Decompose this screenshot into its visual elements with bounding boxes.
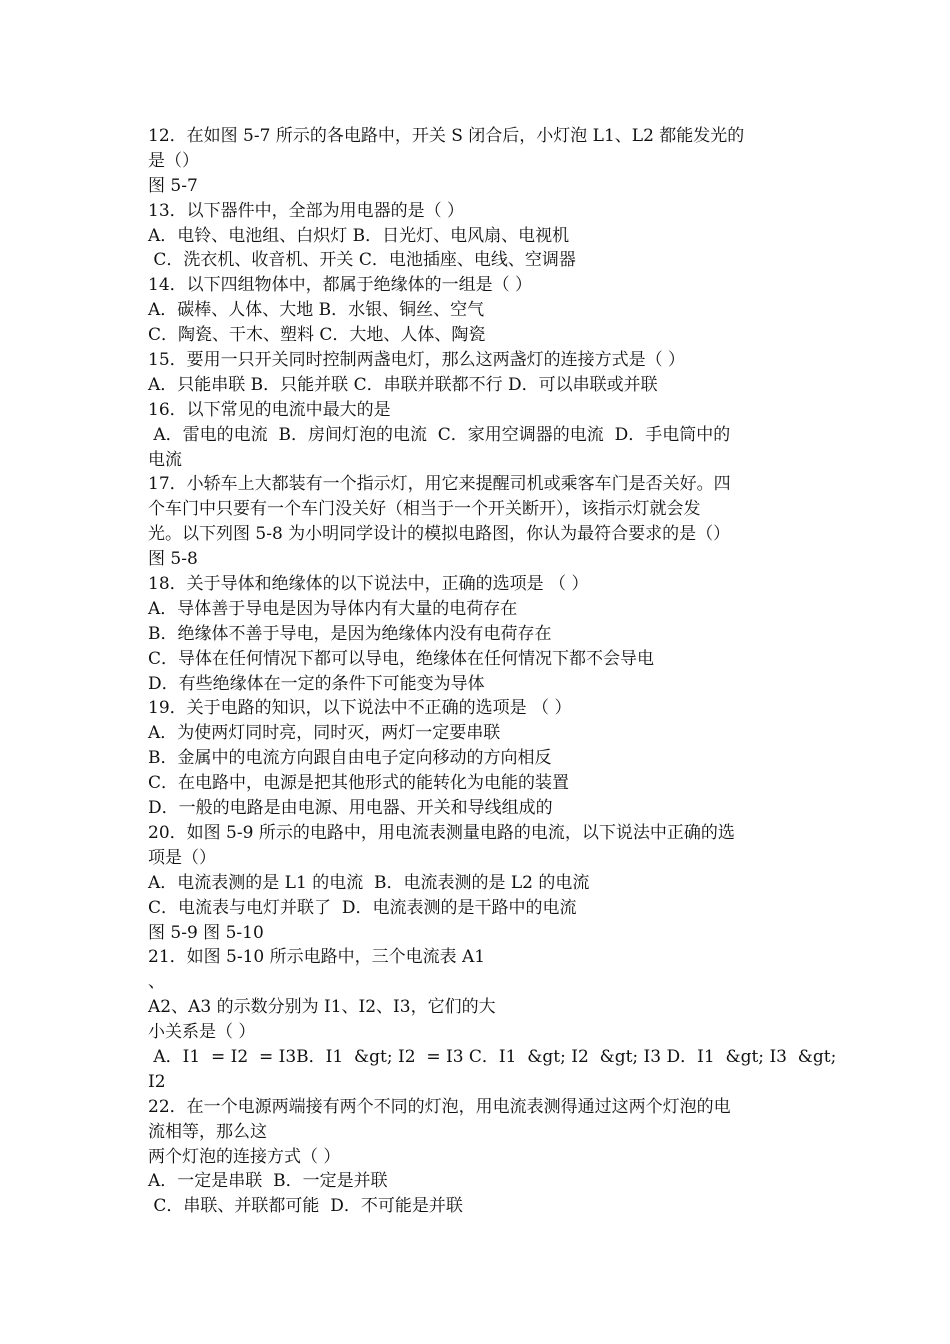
text-line: 小关系是（ ） bbox=[148, 1022, 256, 1043]
text-line: A．电铃、电池组、白炽灯 B．日光灯、电风扇、电视机 bbox=[148, 225, 570, 246]
text-line: 项是（） bbox=[148, 847, 216, 868]
text-line: 图 5-8 bbox=[148, 549, 198, 570]
text-line: 21．如图 5-10 所示电路中，三个电流表 A1 bbox=[148, 947, 486, 968]
text-line: 流相等，那么这 bbox=[148, 1121, 267, 1142]
text-line: A．只能串联 B．只能并联 C．串联并联都不行 D．可以串联或并联 bbox=[148, 374, 658, 395]
text-line: D．一般的电路是由电源、用电器、开关和导线组成的 bbox=[148, 798, 553, 819]
text-line: A．为使两灯同时亮，同时灭，两灯一定要串联 bbox=[148, 723, 501, 744]
text-line: 18．关于导体和绝缘体的以下说法中，正确的选项是 （ ） bbox=[148, 574, 589, 595]
text-line: C．导体在任何情况下都可以导电，绝缘体在任何情况下都不会导电 bbox=[148, 648, 655, 669]
text-line: C．在电路中，电源是把其他形式的能转化为电能的装置 bbox=[148, 773, 570, 794]
text-line: 20．如图 5-9 所示的电路中，用电流表测量电路的电流，以下说法中正确的选 bbox=[148, 822, 735, 843]
text-line: C．串联、并联都可能 D．不可能是并联 bbox=[148, 1196, 463, 1217]
text-line: 15．要用一只开关同时控制两盏电灯，那么这两盏灯的连接方式是（ ） bbox=[148, 350, 686, 371]
text-line: 图 5-7 bbox=[148, 175, 198, 196]
text-line: A．电流表测的是 L1 的电流 B．电流表测的是 L2 的电流 bbox=[148, 872, 590, 893]
text-line: A．导体善于导电是因为导体内有大量的电荷存在 bbox=[148, 598, 518, 619]
text-line: 12．在如图 5-7 所示的各电路中，开关 S 闭合后，小灯泡 L1、L2 都能发光的 bbox=[148, 126, 745, 146]
text-line: 个车门中只要有一个车门没关好（相当于一个开关断开），该指示灯就会发 bbox=[148, 499, 701, 520]
text-line: I2 bbox=[148, 1071, 166, 1092]
text-line: 19．关于电路的知识，以下说法中不正确的选项是 （ ） bbox=[148, 698, 572, 719]
text-line: A．I1 = I2 = I3B．I1 &gt; I2 = I3 C．I1 &gt; I2 &gt; I3 D．I1 &gt; I3 &gt; bbox=[148, 1046, 837, 1067]
text-line: 14．以下四组物体中，都属于绝缘体的一组是（ ） bbox=[148, 275, 533, 296]
text-line: 两个灯泡的连接方式（ ） bbox=[148, 1146, 341, 1167]
text-line: A．碳棒、人体、大地 B．水银、铜丝、空气 bbox=[148, 300, 485, 321]
text-line: 17．小轿车上大都装有一个指示灯，用它来提醒司机或乘客车门是否关好。四 bbox=[148, 474, 731, 495]
text-line: A．雷电的电流 B．房间灯泡的电流 C．家用空调器的电流 D．手电筒中的 bbox=[148, 424, 731, 445]
text-line: 、 bbox=[148, 972, 165, 993]
text-line: C．电流表与电灯并联了 D．电流表测的是干路中的电流 bbox=[148, 897, 577, 918]
text-line: A2、A3 的示数分别为 I1、I2、I3，它们的大 bbox=[148, 997, 496, 1018]
text-line: C．陶瓷、干木、塑料 C．大地、人体、陶瓷 bbox=[148, 325, 486, 346]
text-line: D．有些绝缘体在一定的条件下可能变为导体 bbox=[148, 673, 485, 694]
text-line: 13．以下器件中，全部为用电器的是（ ） bbox=[148, 200, 465, 221]
text-line: 16．以下常见的电流中最大的是 bbox=[148, 399, 391, 420]
text-line: A．一定是串联 B．一定是并联 bbox=[148, 1171, 388, 1192]
text-line: 光。以下列图 5-8 为小明同学设计的模拟电路图，你认为最符合要求的是（） bbox=[148, 524, 731, 545]
text-line: B．绝缘体不善于导电，是因为绝缘体内没有电荷存在 bbox=[148, 623, 552, 644]
text-line: 是（） bbox=[148, 150, 199, 171]
text-line: 电流 bbox=[148, 449, 182, 470]
text-line: 22．在一个电源两端接有两个不同的灯泡，用电流表测得通过这两个灯泡的电 bbox=[148, 1096, 731, 1117]
text-line: B．金属中的电流方向跟自由电子定向移动的方向相反 bbox=[148, 748, 552, 769]
text-line: C．洗衣机、收音机、开关 C．电池插座、电线、空调器 bbox=[148, 250, 576, 271]
text-line: 图 5-9 图 5-10 bbox=[148, 922, 264, 943]
document-body bbox=[148, 124, 837, 1219]
